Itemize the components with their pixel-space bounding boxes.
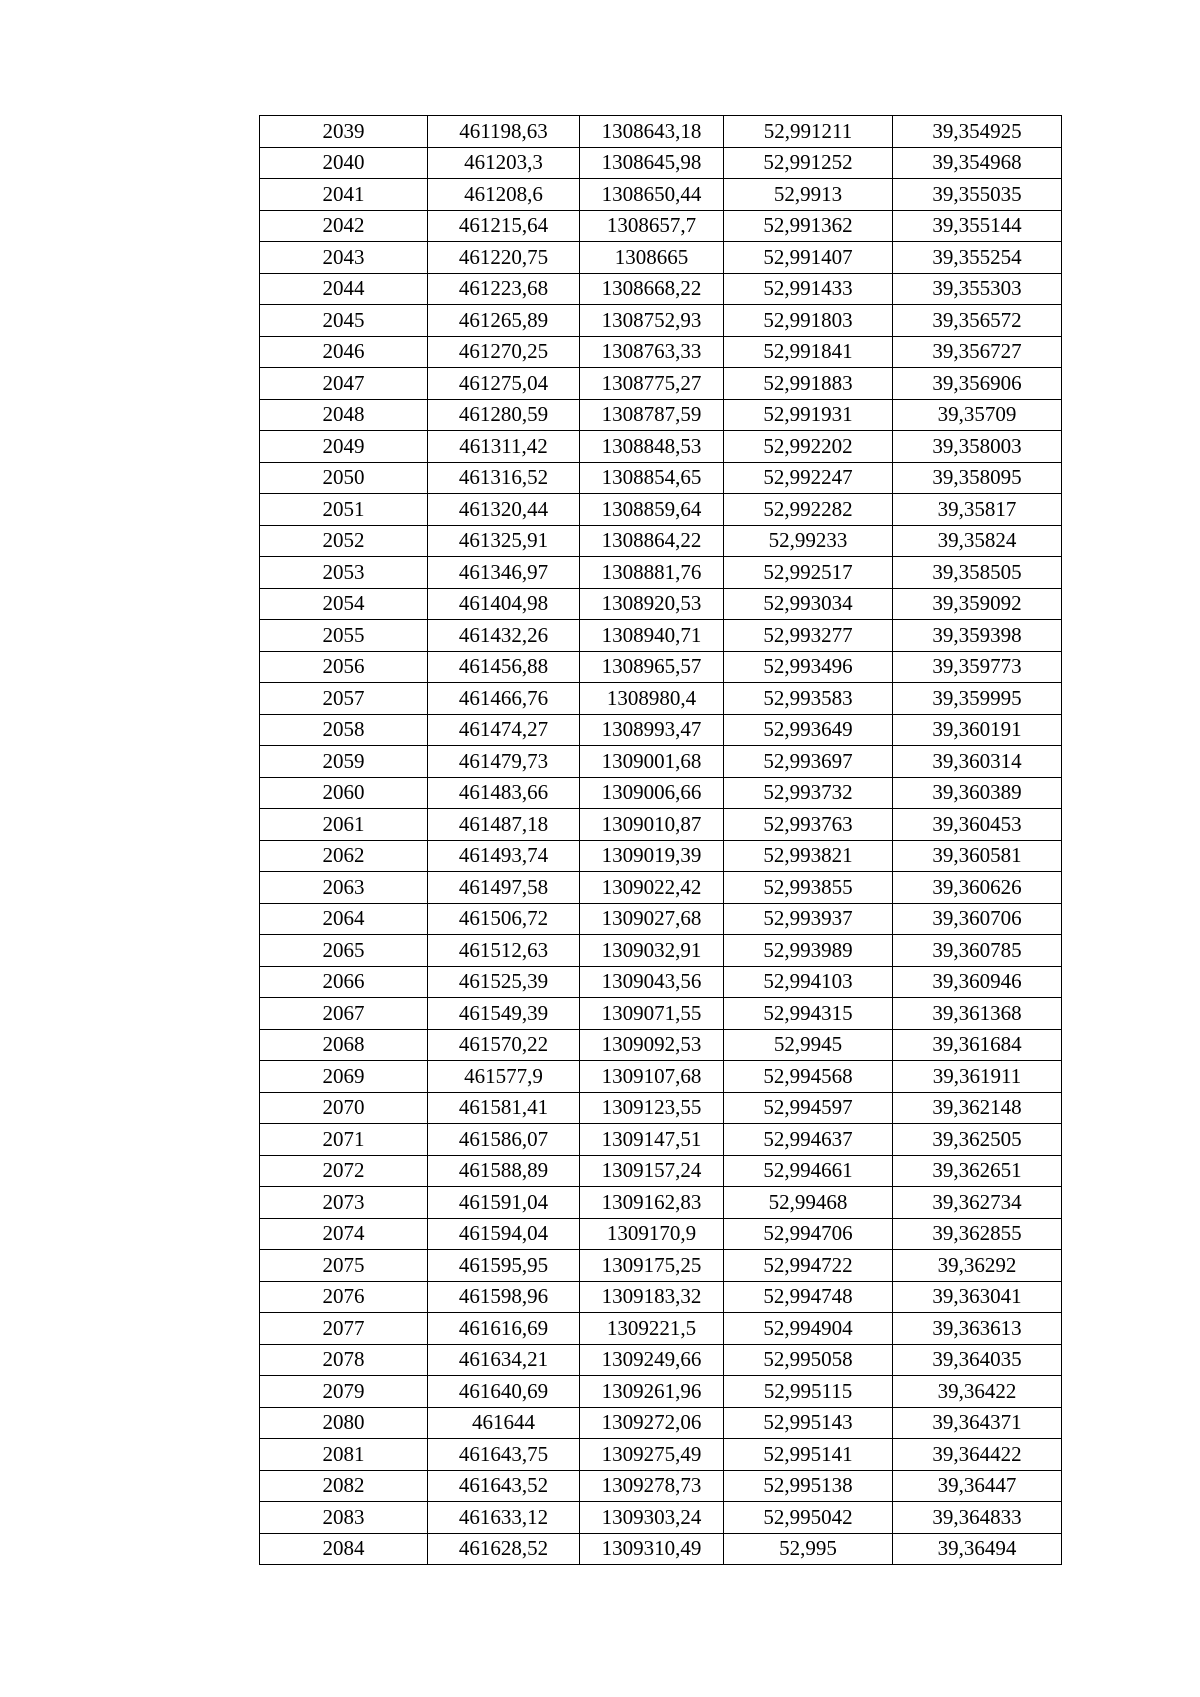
y-coordinate-cell: 1308787,59 xyxy=(580,399,724,431)
x-coordinate-cell: 461586,07 xyxy=(428,1124,580,1156)
x-coordinate-cell: 461404,98 xyxy=(428,588,580,620)
latitude-cell: 52,993989 xyxy=(724,935,893,967)
table-row xyxy=(260,1281,1062,1313)
y-coordinate-cell: 1309261,96 xyxy=(580,1376,724,1408)
y-coordinate-cell: 1308752,93 xyxy=(580,305,724,337)
x-coordinate-cell: 461577,9 xyxy=(428,1061,580,1093)
longitude-cell: 39,360706 xyxy=(893,903,1062,935)
x-coordinate-cell: 461594,04 xyxy=(428,1218,580,1250)
point-number-cell: 2068 xyxy=(260,1029,428,1061)
x-coordinate-cell: 461265,89 xyxy=(428,305,580,337)
latitude-cell: 52,9913 xyxy=(724,179,893,211)
longitude-cell: 39,360626 xyxy=(893,872,1062,904)
table-row xyxy=(260,903,1062,935)
point-number-cell: 2045 xyxy=(260,305,428,337)
y-coordinate-cell: 1309043,56 xyxy=(580,966,724,998)
y-coordinate-cell: 1308940,71 xyxy=(580,620,724,652)
x-coordinate-cell: 461549,39 xyxy=(428,998,580,1030)
latitude-cell: 52,995138 xyxy=(724,1470,893,1502)
table-row xyxy=(260,840,1062,872)
longitude-cell: 39,361911 xyxy=(893,1061,1062,1093)
latitude-cell: 52,993763 xyxy=(724,809,893,841)
table-row xyxy=(260,368,1062,400)
table-row xyxy=(260,1502,1062,1534)
y-coordinate-cell: 1309157,24 xyxy=(580,1155,724,1187)
point-number-cell: 2084 xyxy=(260,1533,428,1565)
x-coordinate-cell: 461223,68 xyxy=(428,273,580,305)
coordinates-table xyxy=(259,115,1062,1565)
y-coordinate-cell: 1308643,18 xyxy=(580,116,724,148)
x-coordinate-cell: 461198,63 xyxy=(428,116,580,148)
longitude-cell: 39,360314 xyxy=(893,746,1062,778)
y-coordinate-cell: 1308657,7 xyxy=(580,210,724,242)
longitude-cell: 39,354968 xyxy=(893,147,1062,179)
y-coordinate-cell: 1309092,53 xyxy=(580,1029,724,1061)
point-number-cell: 2073 xyxy=(260,1187,428,1219)
y-coordinate-cell: 1308668,22 xyxy=(580,273,724,305)
table-row xyxy=(260,1470,1062,1502)
y-coordinate-cell: 1309071,55 xyxy=(580,998,724,1030)
latitude-cell: 52,992247 xyxy=(724,462,893,494)
latitude-cell: 52,994706 xyxy=(724,1218,893,1250)
longitude-cell: 39,355303 xyxy=(893,273,1062,305)
table-row xyxy=(260,1029,1062,1061)
table-row xyxy=(260,966,1062,998)
x-coordinate-cell: 461640,69 xyxy=(428,1376,580,1408)
latitude-cell: 52,994103 xyxy=(724,966,893,998)
x-coordinate-cell: 461581,41 xyxy=(428,1092,580,1124)
longitude-cell: 39,355254 xyxy=(893,242,1062,274)
latitude-cell: 52,995141 xyxy=(724,1439,893,1471)
x-coordinate-cell: 461628,52 xyxy=(428,1533,580,1565)
table-row xyxy=(260,683,1062,715)
point-number-cell: 2080 xyxy=(260,1407,428,1439)
table-row xyxy=(260,651,1062,683)
x-coordinate-cell: 461487,18 xyxy=(428,809,580,841)
latitude-cell: 52,991841 xyxy=(724,336,893,368)
longitude-cell: 39,361368 xyxy=(893,998,1062,1030)
latitude-cell: 52,991883 xyxy=(724,368,893,400)
point-number-cell: 2044 xyxy=(260,273,428,305)
y-coordinate-cell: 1309275,49 xyxy=(580,1439,724,1471)
latitude-cell: 52,994568 xyxy=(724,1061,893,1093)
latitude-cell: 52,993821 xyxy=(724,840,893,872)
longitude-cell: 39,358095 xyxy=(893,462,1062,494)
table-row xyxy=(260,494,1062,526)
y-coordinate-cell: 1309147,51 xyxy=(580,1124,724,1156)
y-coordinate-cell: 1309162,83 xyxy=(580,1187,724,1219)
point-number-cell: 2064 xyxy=(260,903,428,935)
longitude-cell: 39,360453 xyxy=(893,809,1062,841)
longitude-cell: 39,359773 xyxy=(893,651,1062,683)
point-number-cell: 2067 xyxy=(260,998,428,1030)
y-coordinate-cell: 1308763,33 xyxy=(580,336,724,368)
longitude-cell: 39,360581 xyxy=(893,840,1062,872)
y-coordinate-cell: 1309183,32 xyxy=(580,1281,724,1313)
latitude-cell: 52,994904 xyxy=(724,1313,893,1345)
y-coordinate-cell: 1309022,42 xyxy=(580,872,724,904)
point-number-cell: 2040 xyxy=(260,147,428,179)
longitude-cell: 39,359398 xyxy=(893,620,1062,652)
x-coordinate-cell: 461275,04 xyxy=(428,368,580,400)
point-number-cell: 2047 xyxy=(260,368,428,400)
y-coordinate-cell: 1309272,06 xyxy=(580,1407,724,1439)
latitude-cell: 52,993937 xyxy=(724,903,893,935)
point-number-cell: 2066 xyxy=(260,966,428,998)
y-coordinate-cell: 1309221,5 xyxy=(580,1313,724,1345)
point-number-cell: 2063 xyxy=(260,872,428,904)
y-coordinate-cell: 1308864,22 xyxy=(580,525,724,557)
table-row xyxy=(260,777,1062,809)
x-coordinate-cell: 461220,75 xyxy=(428,242,580,274)
point-number-cell: 2069 xyxy=(260,1061,428,1093)
x-coordinate-cell: 461591,04 xyxy=(428,1187,580,1219)
table-row xyxy=(260,935,1062,967)
table-row xyxy=(260,1092,1062,1124)
y-coordinate-cell: 1308881,76 xyxy=(580,557,724,589)
x-coordinate-cell: 461320,44 xyxy=(428,494,580,526)
table-row xyxy=(260,431,1062,463)
x-coordinate-cell: 461634,21 xyxy=(428,1344,580,1376)
latitude-cell: 52,992282 xyxy=(724,494,893,526)
x-coordinate-cell: 461456,88 xyxy=(428,651,580,683)
y-coordinate-cell: 1309010,87 xyxy=(580,809,724,841)
table-row xyxy=(260,1061,1062,1093)
longitude-cell: 39,360946 xyxy=(893,966,1062,998)
table-row xyxy=(260,1250,1062,1282)
longitude-cell: 39,355144 xyxy=(893,210,1062,242)
longitude-cell: 39,35709 xyxy=(893,399,1062,431)
longitude-cell: 39,362505 xyxy=(893,1124,1062,1156)
longitude-cell: 39,360389 xyxy=(893,777,1062,809)
point-number-cell: 2056 xyxy=(260,651,428,683)
latitude-cell: 52,991803 xyxy=(724,305,893,337)
latitude-cell: 52,992202 xyxy=(724,431,893,463)
y-coordinate-cell: 1309170,9 xyxy=(580,1218,724,1250)
x-coordinate-cell: 461270,25 xyxy=(428,336,580,368)
x-coordinate-cell: 461506,72 xyxy=(428,903,580,935)
point-number-cell: 2050 xyxy=(260,462,428,494)
y-coordinate-cell: 1308645,98 xyxy=(580,147,724,179)
x-coordinate-cell: 461325,91 xyxy=(428,525,580,557)
table-row xyxy=(260,998,1062,1030)
latitude-cell: 52,991252 xyxy=(724,147,893,179)
longitude-cell: 39,36447 xyxy=(893,1470,1062,1502)
latitude-cell: 52,993649 xyxy=(724,714,893,746)
y-coordinate-cell: 1309027,68 xyxy=(580,903,724,935)
point-number-cell: 2041 xyxy=(260,179,428,211)
table-row xyxy=(260,746,1062,778)
y-coordinate-cell: 1308920,53 xyxy=(580,588,724,620)
latitude-cell: 52,993583 xyxy=(724,683,893,715)
x-coordinate-cell: 461643,75 xyxy=(428,1439,580,1471)
table-row xyxy=(260,462,1062,494)
point-number-cell: 2052 xyxy=(260,525,428,557)
latitude-cell: 52,991407 xyxy=(724,242,893,274)
longitude-cell: 39,35817 xyxy=(893,494,1062,526)
point-number-cell: 2079 xyxy=(260,1376,428,1408)
longitude-cell: 39,362855 xyxy=(893,1218,1062,1250)
x-coordinate-cell: 461280,59 xyxy=(428,399,580,431)
y-coordinate-cell: 1309006,66 xyxy=(580,777,724,809)
point-number-cell: 2074 xyxy=(260,1218,428,1250)
table-row xyxy=(260,179,1062,211)
point-number-cell: 2082 xyxy=(260,1470,428,1502)
point-number-cell: 2042 xyxy=(260,210,428,242)
x-coordinate-cell: 461215,64 xyxy=(428,210,580,242)
point-number-cell: 2051 xyxy=(260,494,428,526)
y-coordinate-cell: 1308980,4 xyxy=(580,683,724,715)
latitude-cell: 52,994661 xyxy=(724,1155,893,1187)
longitude-cell: 39,362734 xyxy=(893,1187,1062,1219)
latitude-cell: 52,991211 xyxy=(724,116,893,148)
longitude-cell: 39,363613 xyxy=(893,1313,1062,1345)
point-number-cell: 2076 xyxy=(260,1281,428,1313)
table-row xyxy=(260,1407,1062,1439)
longitude-cell: 39,356727 xyxy=(893,336,1062,368)
y-coordinate-cell: 1308665 xyxy=(580,242,724,274)
x-coordinate-cell: 461598,96 xyxy=(428,1281,580,1313)
longitude-cell: 39,354925 xyxy=(893,116,1062,148)
y-coordinate-cell: 1309303,24 xyxy=(580,1502,724,1534)
latitude-cell: 52,993496 xyxy=(724,651,893,683)
point-number-cell: 2054 xyxy=(260,588,428,620)
point-number-cell: 2072 xyxy=(260,1155,428,1187)
longitude-cell: 39,360191 xyxy=(893,714,1062,746)
y-coordinate-cell: 1309001,68 xyxy=(580,746,724,778)
latitude-cell: 52,991433 xyxy=(724,273,893,305)
x-coordinate-cell: 461512,63 xyxy=(428,935,580,967)
longitude-cell: 39,36494 xyxy=(893,1533,1062,1565)
table-row xyxy=(260,714,1062,746)
table-row xyxy=(260,305,1062,337)
point-number-cell: 2061 xyxy=(260,809,428,841)
latitude-cell: 52,994637 xyxy=(724,1124,893,1156)
longitude-cell: 39,362651 xyxy=(893,1155,1062,1187)
point-number-cell: 2060 xyxy=(260,777,428,809)
point-number-cell: 2046 xyxy=(260,336,428,368)
table-row xyxy=(260,1376,1062,1408)
y-coordinate-cell: 1309310,49 xyxy=(580,1533,724,1565)
x-coordinate-cell: 461346,97 xyxy=(428,557,580,589)
table-row xyxy=(260,525,1062,557)
x-coordinate-cell: 461208,6 xyxy=(428,179,580,211)
y-coordinate-cell: 1308859,64 xyxy=(580,494,724,526)
x-coordinate-cell: 461525,39 xyxy=(428,966,580,998)
x-coordinate-cell: 461643,52 xyxy=(428,1470,580,1502)
point-number-cell: 2043 xyxy=(260,242,428,274)
latitude-cell: 52,995042 xyxy=(724,1502,893,1534)
x-coordinate-cell: 461466,76 xyxy=(428,683,580,715)
x-coordinate-cell: 461497,58 xyxy=(428,872,580,904)
table-row xyxy=(260,872,1062,904)
point-number-cell: 2075 xyxy=(260,1250,428,1282)
y-coordinate-cell: 1308775,27 xyxy=(580,368,724,400)
y-coordinate-cell: 1308854,65 xyxy=(580,462,724,494)
x-coordinate-cell: 461311,42 xyxy=(428,431,580,463)
latitude-cell: 52,995143 xyxy=(724,1407,893,1439)
x-coordinate-cell: 461203,3 xyxy=(428,147,580,179)
table-row xyxy=(260,1533,1062,1565)
longitude-cell: 39,356906 xyxy=(893,368,1062,400)
latitude-cell: 52,994315 xyxy=(724,998,893,1030)
longitude-cell: 39,364422 xyxy=(893,1439,1062,1471)
latitude-cell: 52,995115 xyxy=(724,1376,893,1408)
table-row xyxy=(260,588,1062,620)
table-row xyxy=(260,242,1062,274)
longitude-cell: 39,362148 xyxy=(893,1092,1062,1124)
x-coordinate-cell: 461316,52 xyxy=(428,462,580,494)
latitude-cell: 52,994597 xyxy=(724,1092,893,1124)
latitude-cell: 52,9945 xyxy=(724,1029,893,1061)
point-number-cell: 2055 xyxy=(260,620,428,652)
table-row xyxy=(260,210,1062,242)
point-number-cell: 2071 xyxy=(260,1124,428,1156)
latitude-cell: 52,995058 xyxy=(724,1344,893,1376)
x-coordinate-cell: 461570,22 xyxy=(428,1029,580,1061)
point-number-cell: 2081 xyxy=(260,1439,428,1471)
x-coordinate-cell: 461595,95 xyxy=(428,1250,580,1282)
x-coordinate-cell: 461588,89 xyxy=(428,1155,580,1187)
table-row xyxy=(260,557,1062,589)
latitude-cell: 52,993034 xyxy=(724,588,893,620)
table-row xyxy=(260,620,1062,652)
latitude-cell: 52,994722 xyxy=(724,1250,893,1282)
y-coordinate-cell: 1309249,66 xyxy=(580,1344,724,1376)
y-coordinate-cell: 1309019,39 xyxy=(580,840,724,872)
x-coordinate-cell: 461483,66 xyxy=(428,777,580,809)
longitude-cell: 39,356572 xyxy=(893,305,1062,337)
point-number-cell: 2057 xyxy=(260,683,428,715)
longitude-cell: 39,36292 xyxy=(893,1250,1062,1282)
longitude-cell: 39,361684 xyxy=(893,1029,1062,1061)
point-number-cell: 2049 xyxy=(260,431,428,463)
table-row xyxy=(260,1124,1062,1156)
point-number-cell: 2065 xyxy=(260,935,428,967)
y-coordinate-cell: 1309278,73 xyxy=(580,1470,724,1502)
y-coordinate-cell: 1308848,53 xyxy=(580,431,724,463)
point-number-cell: 2070 xyxy=(260,1092,428,1124)
point-number-cell: 2058 xyxy=(260,714,428,746)
longitude-cell: 39,355035 xyxy=(893,179,1062,211)
y-coordinate-cell: 1309032,91 xyxy=(580,935,724,967)
point-number-cell: 2083 xyxy=(260,1502,428,1534)
longitude-cell: 39,358505 xyxy=(893,557,1062,589)
point-number-cell: 2078 xyxy=(260,1344,428,1376)
latitude-cell: 52,993277 xyxy=(724,620,893,652)
point-number-cell: 2048 xyxy=(260,399,428,431)
latitude-cell: 52,995 xyxy=(724,1533,893,1565)
table-row xyxy=(260,116,1062,148)
table-row xyxy=(260,1344,1062,1376)
table-body xyxy=(260,116,1062,1565)
point-number-cell: 2039 xyxy=(260,116,428,148)
table-row xyxy=(260,1439,1062,1471)
latitude-cell: 52,99233 xyxy=(724,525,893,557)
x-coordinate-cell: 461493,74 xyxy=(428,840,580,872)
longitude-cell: 39,364371 xyxy=(893,1407,1062,1439)
point-number-cell: 2053 xyxy=(260,557,428,589)
y-coordinate-cell: 1309107,68 xyxy=(580,1061,724,1093)
x-coordinate-cell: 461644 xyxy=(428,1407,580,1439)
longitude-cell: 39,363041 xyxy=(893,1281,1062,1313)
longitude-cell: 39,360785 xyxy=(893,935,1062,967)
latitude-cell: 52,992517 xyxy=(724,557,893,589)
point-number-cell: 2077 xyxy=(260,1313,428,1345)
longitude-cell: 39,359995 xyxy=(893,683,1062,715)
point-number-cell: 2062 xyxy=(260,840,428,872)
y-coordinate-cell: 1308650,44 xyxy=(580,179,724,211)
table-row xyxy=(260,1187,1062,1219)
y-coordinate-cell: 1308993,47 xyxy=(580,714,724,746)
longitude-cell: 39,364833 xyxy=(893,1502,1062,1534)
table-row xyxy=(260,336,1062,368)
table-row xyxy=(260,1155,1062,1187)
table-row xyxy=(260,1218,1062,1250)
table-row xyxy=(260,147,1062,179)
x-coordinate-cell: 461432,26 xyxy=(428,620,580,652)
latitude-cell: 52,99468 xyxy=(724,1187,893,1219)
latitude-cell: 52,991362 xyxy=(724,210,893,242)
x-coordinate-cell: 461474,27 xyxy=(428,714,580,746)
y-coordinate-cell: 1309175,25 xyxy=(580,1250,724,1282)
latitude-cell: 52,993732 xyxy=(724,777,893,809)
table-row xyxy=(260,399,1062,431)
table-row xyxy=(260,273,1062,305)
y-coordinate-cell: 1308965,57 xyxy=(580,651,724,683)
longitude-cell: 39,364035 xyxy=(893,1344,1062,1376)
longitude-cell: 39,359092 xyxy=(893,588,1062,620)
longitude-cell: 39,36422 xyxy=(893,1376,1062,1408)
longitude-cell: 39,358003 xyxy=(893,431,1062,463)
table-row xyxy=(260,1313,1062,1345)
point-number-cell: 2059 xyxy=(260,746,428,778)
latitude-cell: 52,993855 xyxy=(724,872,893,904)
x-coordinate-cell: 461479,73 xyxy=(428,746,580,778)
latitude-cell: 52,994748 xyxy=(724,1281,893,1313)
longitude-cell: 39,35824 xyxy=(893,525,1062,557)
latitude-cell: 52,991931 xyxy=(724,399,893,431)
x-coordinate-cell: 461616,69 xyxy=(428,1313,580,1345)
y-coordinate-cell: 1309123,55 xyxy=(580,1092,724,1124)
x-coordinate-cell: 461633,12 xyxy=(428,1502,580,1534)
latitude-cell: 52,993697 xyxy=(724,746,893,778)
table-row xyxy=(260,809,1062,841)
